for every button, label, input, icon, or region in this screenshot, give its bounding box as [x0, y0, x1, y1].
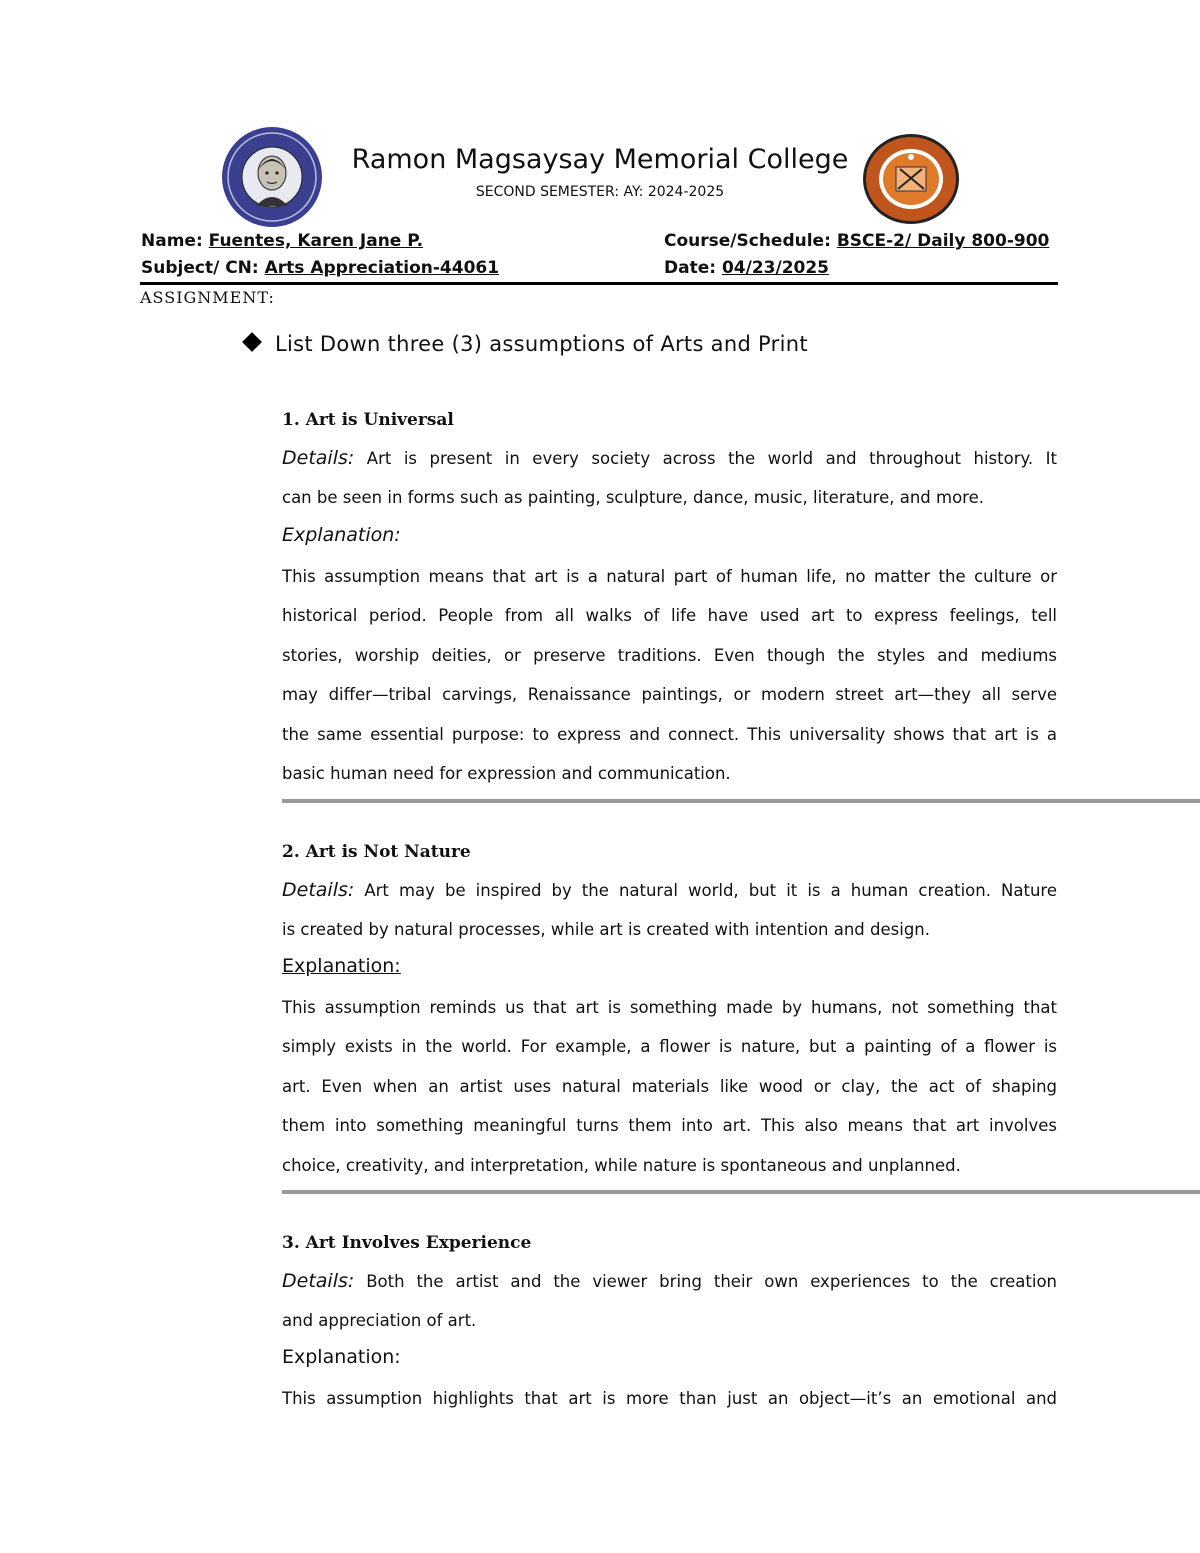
explanation-line: basic human need for expression and communication. — [282, 764, 731, 784]
details-label: Details: — [282, 1270, 355, 1292]
semester-label: SECOND SEMESTER: AY: 2024-2025 — [475, 184, 725, 200]
name-label: Name: — [141, 231, 203, 251]
explanation-line: This assumption highlights that art is more than just an object—it’s an emotional and — [282, 1389, 1057, 1408]
item-3-explanation-label: Explanation: — [282, 1346, 401, 1368]
section-divider — [282, 1190, 1200, 1194]
date-row — [664, 258, 829, 278]
course-row — [664, 231, 1049, 251]
explanation-line: historical period. People from all walks of life have used art to express feelings, tell — [282, 606, 1057, 626]
item-1-explanation — [282, 557, 1057, 793]
explanation-line: them into something meaningful turns them into art. This also means that art involves — [282, 1116, 1057, 1136]
date-label: Date: — [664, 258, 717, 278]
details-line: Both the artist and the viewer bring their own experiences to the creation — [366, 1272, 1057, 1291]
item-3-explanation — [282, 1379, 1057, 1418]
diamond-bullet-icon — [242, 332, 262, 352]
item-3-title: 3. Art Involves Experience — [282, 1233, 532, 1253]
college-seal-logo — [220, 126, 324, 228]
subject-label: Subject/ CN: — [141, 258, 259, 278]
item-3-details — [282, 1262, 1057, 1341]
subject-value: Arts Appreciation-44061 — [264, 258, 500, 278]
details-line: and appreciation of art. — [282, 1311, 477, 1331]
name-value: Fuentes, Karen Jane P. — [208, 231, 424, 251]
course-label: Course/Schedule: — [664, 231, 831, 251]
explanation-line: This assumption means that art is a natural part of human life, no matter the culture or — [282, 567, 1057, 586]
explanation-line: may differ—tribal carvings, Renaissance paintings, or modern street art—they all serve — [282, 685, 1057, 705]
details-line: is created by natural processes, while art is created with intention and design. — [282, 920, 931, 940]
item-1-explanation-label: Explanation: — [282, 524, 401, 546]
header-divider — [140, 282, 1058, 285]
date-value: 04/23/2025 — [721, 258, 830, 278]
subject-row — [141, 258, 499, 278]
name-row — [141, 231, 423, 251]
item-1-title: 1. Art is Universal — [282, 410, 454, 430]
item-2-title: 2. Art is Not Nature — [282, 842, 471, 862]
college-name: Ramon Magsaysay Memorial College — [351, 144, 849, 175]
item-1-details — [282, 439, 1057, 518]
explanation-line: art. Even when an artist uses natural materials like wood or clay, the act of shaping — [282, 1076, 1057, 1096]
details-line: Art is present in every society across the world and throughout history. It — [366, 449, 1057, 468]
details-line: can be seen in forms such as painting, sculpture, dance, music, literature, and more. — [282, 488, 984, 508]
explanation-line: This assumption reminds us that art is something made by humans, not something that — [282, 998, 1057, 1017]
explanation-line: choice, creativity, and interpretation, while nature is spontaneous and unplanned. — [282, 1155, 961, 1175]
item-2-details — [282, 871, 1057, 950]
details-label: Details: — [282, 879, 355, 901]
task-text: List Down three (3) assumptions of Arts and Print — [275, 332, 808, 356]
details-label: Details: — [282, 447, 355, 469]
section-divider — [282, 799, 1200, 803]
task-heading — [245, 332, 808, 356]
explanation-line: stories, worship deities, or preserve traditions. Even though the styles and mediums — [282, 645, 1057, 665]
explanation-line: simply exists in the world. For example, a flower is nature, but a painting of a flower is — [282, 1037, 1057, 1057]
item-2-explanation-label: Explanation: — [282, 955, 401, 977]
assignment-label: ASSIGNMENT: — [140, 288, 275, 307]
details-line: Art may be inspired by the natural world, but it is a human creation. Nature — [364, 881, 1057, 900]
item-2-explanation — [282, 988, 1057, 1185]
explanation-line: the same essential purpose: to express and connect. This universality shows that art is a — [282, 724, 1057, 744]
course-value: BSCE-2/ Daily 800-900 — [836, 231, 1050, 251]
